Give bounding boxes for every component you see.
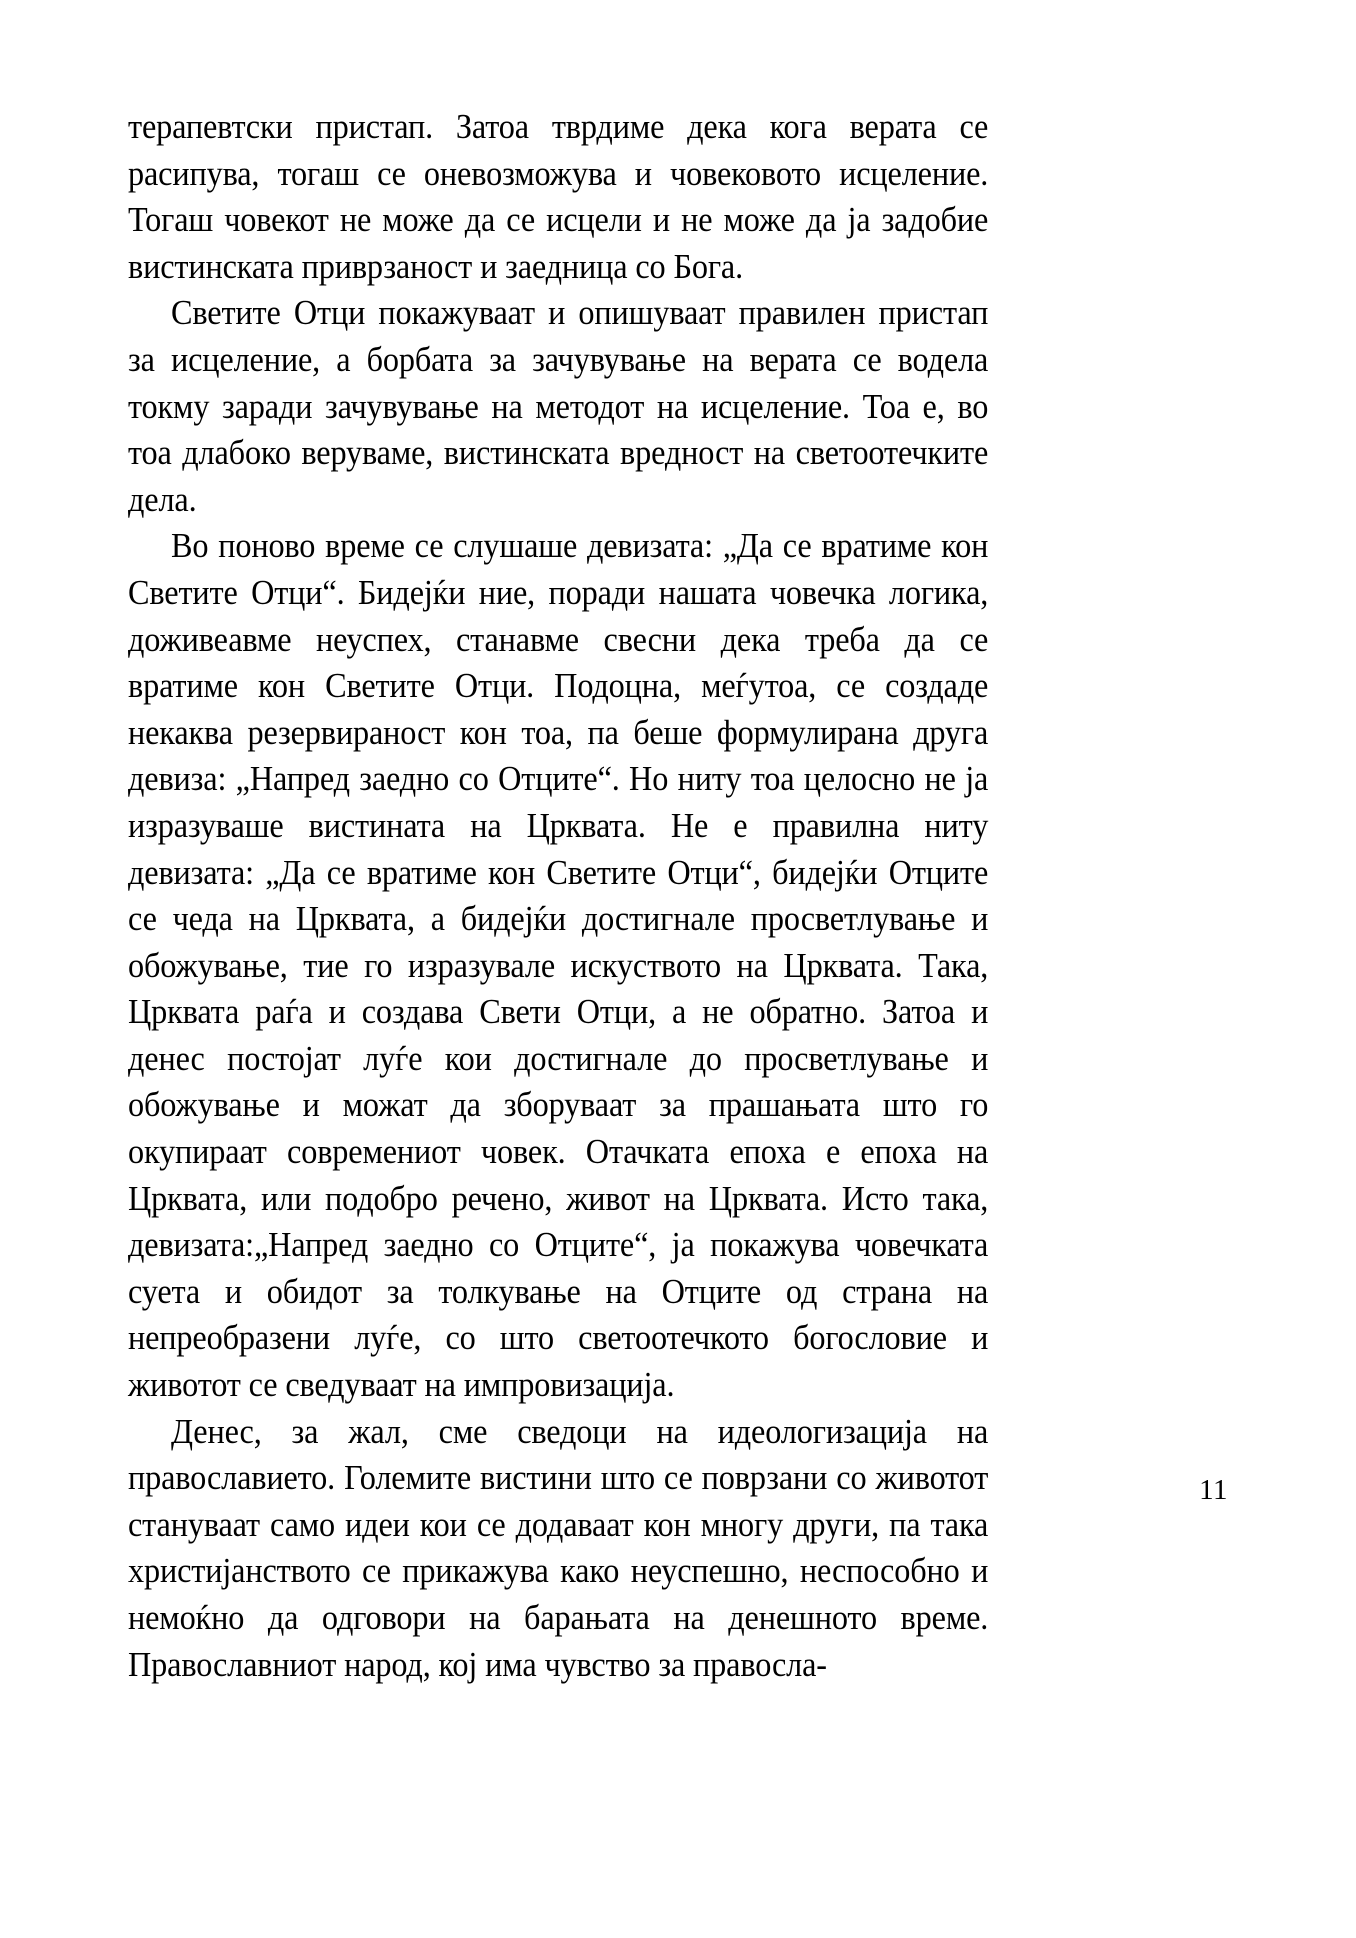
page-number: 11 bbox=[1199, 1474, 1228, 1506]
paragraph-4 bbox=[128, 1409, 988, 1689]
paragraph-2-text: Светите Отци покажуваат и опишуваат правилен пристап за исцеление, а борбата за зачувување на верата се водела токму заради зачувување на методот на исцеление. Тоа е, во тоа длабоко веруваме, вистинската вредност на светоотечките дела. bbox=[128, 294, 989, 519]
paragraph-1 bbox=[128, 104, 988, 290]
paragraph-4-text: Денес, за жал, сме сведоци на идеологизација на православието. Големите вистини што се поврзани со животот стануваат само идеи кои се додаваат кон многу други, па така христијанството се прикажува како неуспешно, неспособно и немоќно да одговори на барањата на денешното време. Православниот народ, кој има чувство за правосла- bbox=[128, 1412, 989, 1684]
paragraph-1-text: терапевтски пристап. Затоа тврдиме дека кога верата се расипува, тогаш се оневозможува и човековото исцеление. Тогаш човекот не може да се исцели и не може да ја задобие вистинската приврзаност и заедница со Бога. bbox=[128, 108, 989, 286]
paragraph-3 bbox=[128, 523, 988, 1408]
paragraph-3-text: Во поново време се слушаше девизата: „Да се вратиме кон Светите Отци“. Бидејќи ние, поради нашата човечка логика, доживеавме неуспех, станавме свесни дека треба да се вратиме кон Светите Отци. Подоцна, меѓутоа, се создаде некаква резервираност кон тоа, па беше формулирана друга девиза: „Напред заедно со Отците“. Но ниту тоа целосно не ја изразуваше вистината на Црквата. Не е правилна ниту девизата: „Да се вратиме кон Светите Отци“, бидејќи Отците се чеда на Црквата, а бидејќи достигнале просветлување и обожување, тие го изразувале искуството на Црквата. Така, Црквата раѓа и создава Свети Отци, а не обратно. Затоа и денес постојат луѓе кои достигнале до просветлување и обожување и можат да зборуваат за прашањата што го окупираат современиот човек. Отачката епоха е епоха на Црквата, или подобро речено, живот на Црквата. Исто така, девизата:„Напред заедно со Отците“, ја покажува човечката суета и обидот за толкување на Отците од страна на непреобразени луѓе, со што светоотечкото богословие и животот се сведуваат на импровизација. bbox=[128, 527, 989, 1405]
paragraph-2 bbox=[128, 290, 988, 523]
page-text-body bbox=[128, 104, 988, 1688]
